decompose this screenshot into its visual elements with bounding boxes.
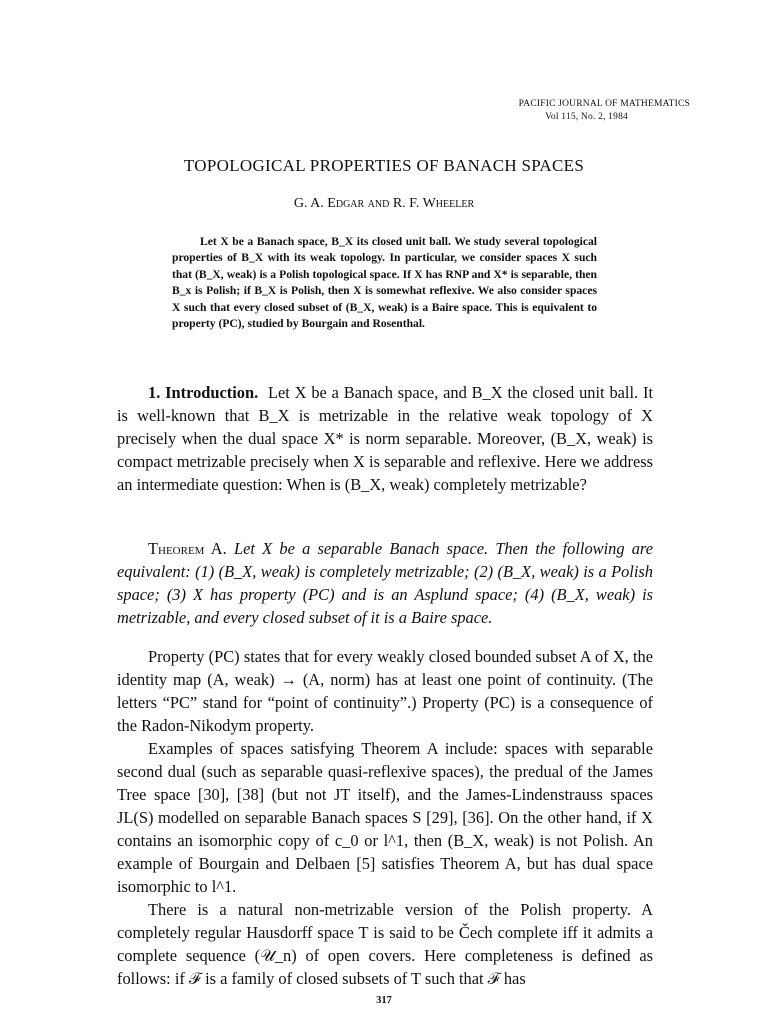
paragraph-property-pc: Property (PC) states that for every weakly closed bounded subset A of X, the identity map (A, weak) → (A, norm) has at least one point of continuity. (The letters “PC” stand for “point of continuity”.) Property (PC) is a consequence of the Radon-Nikodym property. (117, 647, 653, 735)
introduction-text: Let X be a Banach space, and B_X the closed unit ball. It is well-known that B_X is metrizable in the relative weak topology of X precisely when the dual space X* is norm separable. Moreover, (B_X, weak) is compact metrizable precisely when X is separable and reflexive. Here we address an intermediate question: When is (B_X, weak) completely metrizable? (117, 383, 654, 494)
theorem-statement: Let X be a separable Banach space. Then the following are equivalent: (1) (B_X, weak) is completely metrizable; (2) (B_X, weak) is a Polish space; (3) X has property (PC) and is an Asplund space; (4) (B_X, weak) is metrizable, and every closed subset of it is a Baire space. (117, 539, 653, 627)
journal-name: PACIFIC JOURNAL OF MATHEMATICS (518, 99, 690, 109)
journal-header (420, 98, 690, 124)
body-paragraphs (117, 645, 653, 990)
theorem-label: Theorem A. (148, 539, 227, 558)
volume-info: Vol 115, No. 2, 1984 (545, 112, 628, 122)
page-number: 317 (376, 995, 392, 1006)
theorem-a (117, 537, 653, 629)
article-authors: G. A. Edgar and R. F. Wheeler (293, 196, 475, 211)
abstract: Let X be a Banach space, B_X its closed unit ball. We study several topological properties of B_X with its weak topology. In particular, we consider spaces X such that (B_X, weak) is a Polish topological space. If X has RNP and X* is separable, then B_x is Polish; if B_X is Polish, then X is somewhat reflexive. We also consider spaces X such that every closed subset of (B_X, weak) is a Baire space. This is equivalent to property (PC), studied by Bourgain and Rosenthal. (172, 235, 597, 331)
paragraph-examples: Examples of spaces satisfying Theorem A include: spaces with separable second dual (such as separable quasi-reflexive spaces), the predual of the James Tree space [30], [38] (but not JT itself), and the James-Lindenstrauss spaces JL(S) modelled on separable Banach spaces S [29], [36]. On the other hand, if X contains an isomorphic copy of c_0 or l^1, then (B_X, weak) is not Polish. An example of Bourgain and Delbaen [5] satisfies Theorem A, but has dual space isomorphic to l^1. (117, 739, 653, 896)
article-title: TOPOLOGICAL PROPERTIES OF BANACH SPACES (183, 156, 585, 175)
section-heading: 1. Introduction. (148, 383, 259, 402)
introduction-section (117, 381, 653, 496)
paragraph-cech-complete: There is a natural non-metrizable version of the Polish property. A completely regular Hausdorff space T is said to be Čech complete iff it admits a complete sequence (𝒰_n) of open covers. Here completeness is defined as follows: if ℱ is a family of closed subsets of T such that ℱ has (117, 900, 653, 988)
